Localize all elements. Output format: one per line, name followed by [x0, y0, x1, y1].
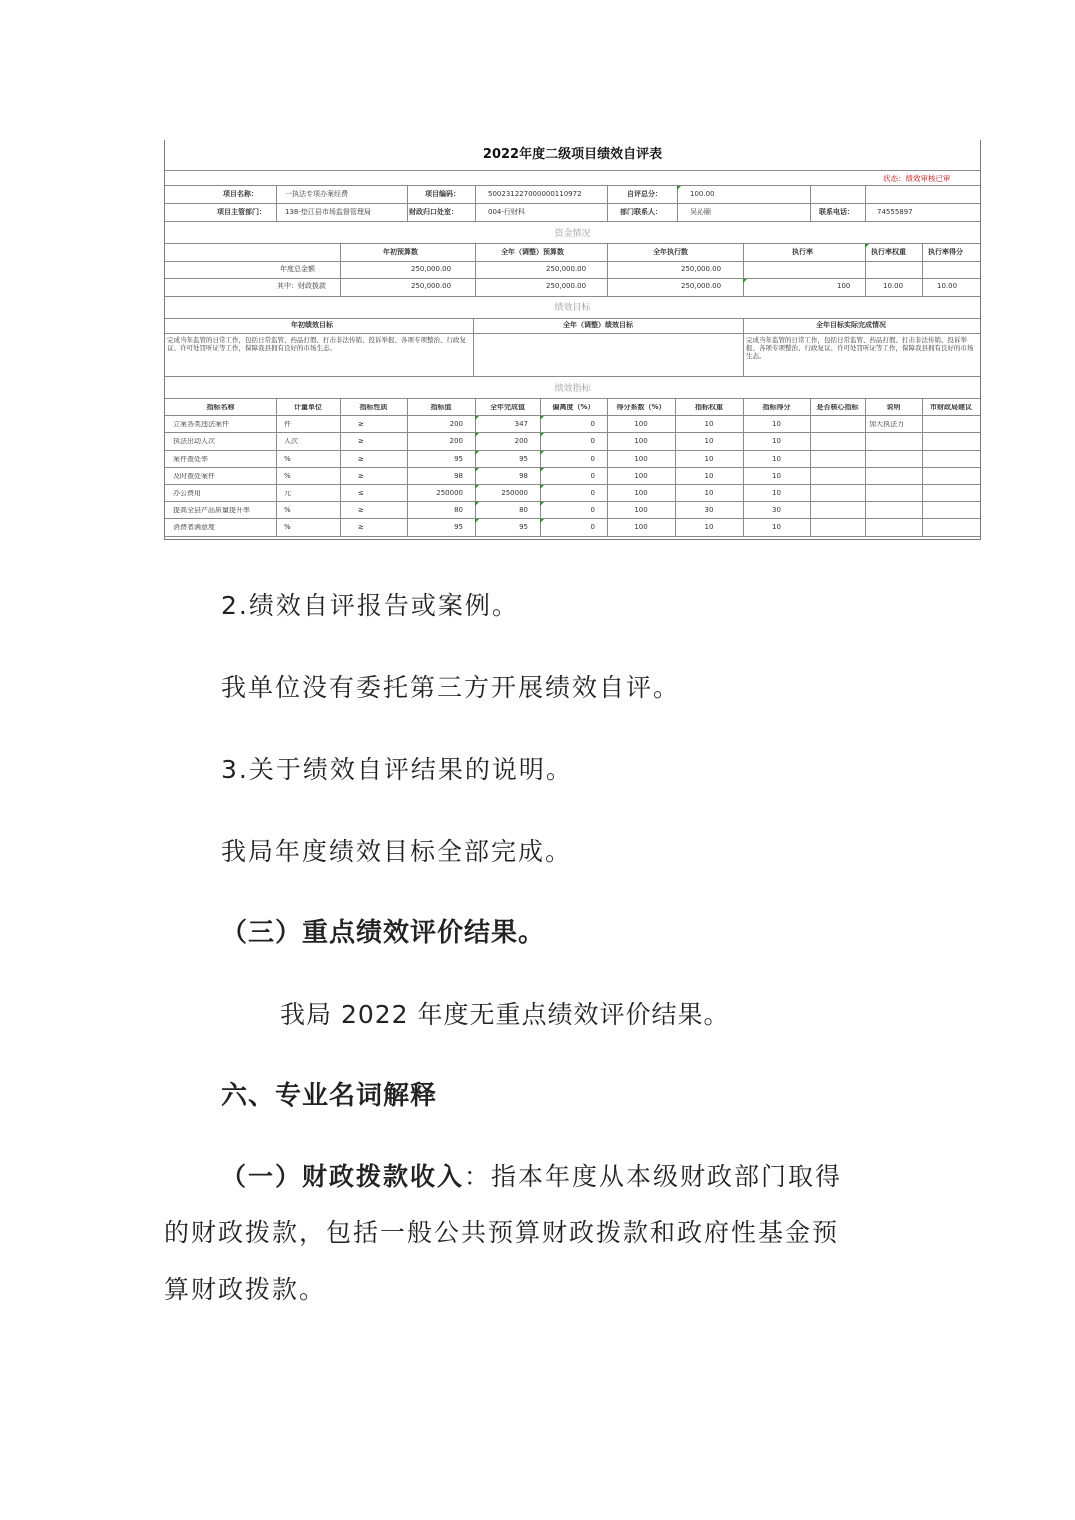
indicator-cell: 0 [590, 524, 595, 532]
funds-cell: 100 [837, 282, 851, 290]
indicator-name: 及时查处案件 [173, 472, 215, 480]
indicator-name: 办公费用 [173, 490, 201, 497]
indicator-header: 说明 [886, 404, 901, 411]
indicator-cell: 10 [704, 490, 714, 497]
indicator-header: 是否核心指标 [816, 404, 859, 411]
indicator-cell: 0 [590, 490, 595, 497]
indicator-header: 指标名称 [206, 404, 235, 411]
funds-cell: 250,000.00 [411, 282, 452, 290]
indicator-header: 指标权重 [695, 404, 723, 411]
funds-header-rate: 执行率 [792, 248, 813, 256]
cell-marker-icon [865, 244, 869, 248]
cell-marker-icon [475, 502, 479, 506]
glossary-line-3: 算财政拨款。 [164, 1275, 327, 1304]
glossary-line-2: 的财政拨款，包括一般公共预算财政拨款和政府性基金预 [164, 1218, 840, 1247]
funds-section-title: 资金情况 [554, 229, 591, 239]
indicator-name: 案件查处率 [173, 455, 208, 463]
dept-label: 项目主管部门： [217, 208, 266, 216]
indicator-header: 指标性质 [359, 404, 388, 411]
funds-header-initial: 年初预算数 [383, 248, 418, 256]
indicator-cell: % [284, 472, 291, 480]
indicator-cell: 100 [634, 490, 648, 497]
indicator-cell: 10 [704, 472, 714, 480]
finance-label: 财政归口处室： [409, 208, 458, 216]
indicator-cell: 250000 [501, 490, 528, 497]
indicator-header: 计量单位 [294, 404, 322, 411]
indicator-cell: % [284, 507, 291, 515]
indicator-cell: 0 [590, 472, 595, 480]
indicator-header: 市财政局建议 [930, 404, 972, 411]
funds-header-weight: 执行率权重 [871, 248, 906, 256]
indicator-cell: 元 [284, 490, 291, 497]
goals-header-actual: 全年目标实际完成情况 [816, 321, 886, 329]
funds-row-label: 年度总金额 [280, 265, 315, 273]
indicator-cell: 95 [454, 524, 463, 532]
indicator-cell: 98 [454, 472, 463, 480]
funds-header-executed: 全年执行数 [653, 248, 688, 256]
contact-value: 吴沁颐 [690, 208, 711, 216]
indicator-cell: 10 [772, 490, 781, 497]
indicator-cell: 件 [284, 421, 291, 429]
section-heading-glossary: 六、专业名词解释 [221, 1081, 438, 1111]
indicator-cell: ≤ [358, 490, 364, 497]
indicator-cell: 250000 [436, 490, 463, 497]
cell-marker-icon [540, 502, 544, 506]
indicator-cell: 80 [454, 507, 463, 515]
funds-row-label: 其中：财政拨款 [277, 282, 326, 290]
indicator-header: 指标值 [430, 404, 452, 411]
funds-cell: 250,000.00 [411, 265, 452, 273]
indicator-cell: 10 [704, 455, 714, 463]
cell-marker-icon [475, 485, 479, 489]
indicator-header: 得分系数（%） [616, 404, 666, 411]
indicator-cell: 0 [590, 507, 595, 515]
indicator-cell: 100 [634, 524, 648, 532]
dept-value: 138-垫江县市场监督管理局 [285, 208, 371, 216]
section-heading-key-evaluation: （三）重点绩效评价结果。 [221, 918, 546, 948]
indicator-cell: 10 [704, 421, 714, 429]
goals-initial-text: 完成当年监管的日常工作，包括日常监管、药品打假、打击非法传销、投诉举报、各项专项整治、行政复议、许可处罚听证等工作，保障我县拥有良好的市场生态。 [167, 336, 466, 352]
phone-value: 74555897 [877, 208, 913, 216]
cell-marker-icon [475, 433, 479, 437]
indicator-cell: 100 [634, 472, 648, 480]
indicator-name: 提高全县产品质量提升率 [173, 507, 250, 515]
cell-marker-icon [475, 416, 479, 420]
indicator-header: 指标得分 [762, 404, 791, 411]
indicator-cell: 人次 [284, 438, 298, 446]
funds-cell: 250,000.00 [546, 265, 587, 273]
score-value: 100.00 [690, 190, 715, 198]
indicator-cell: 200 [514, 438, 528, 446]
paragraph-result-heading: 3.关于绩效自评结果的说明。 [221, 755, 573, 784]
indicator-cell: ≥ [358, 524, 364, 532]
funds-header-score: 执行率得分 [928, 248, 963, 256]
funds-cell: 250,000.00 [681, 265, 722, 273]
indicator-cell: 95 [519, 455, 528, 463]
cell-marker-icon [540, 416, 544, 420]
indicator-cell: 10 [772, 455, 781, 463]
indicator-cell: 200 [449, 421, 463, 429]
indicator-cell: 10 [772, 472, 781, 480]
project-code-label: 项目编码： [425, 190, 460, 198]
funds-cell: 10.00 [937, 282, 958, 290]
cell-marker-icon [540, 433, 544, 437]
indicator-cell: ≥ [358, 455, 364, 463]
indicator-cell: 100 [634, 455, 648, 463]
indicator-cell: ≥ [358, 507, 364, 515]
form-title: 2022年度二级项目绩效自评表 [482, 147, 663, 162]
paragraph-report-heading: 2.绩效自评报告或案例。 [221, 591, 519, 620]
cell-marker-icon [540, 468, 544, 472]
funds-header-adjusted: 全年（调整）预算数 [501, 248, 564, 256]
goals-actual-text: 完成当年监管的日常工作，包括日常监管、药品打假、打击非法传销、投诉举报、各项专项整治、行政复议、许可处罚听证等工作，保障我县拥有良好的市场生态。 [746, 336, 974, 360]
indicator-header: 偏离度（%） [552, 404, 595, 411]
indicator-cell: 100 [634, 421, 648, 429]
cell-marker-icon [540, 485, 544, 489]
paragraph-goals-complete: 我局年度绩效目标全部完成。 [221, 837, 573, 866]
cell-marker-icon [475, 468, 479, 472]
paragraph-no-third-party: 我单位没有委托第三方开展绩效自评。 [221, 673, 681, 702]
indicator-cell: % [284, 524, 291, 532]
indicator-cell: 10 [772, 421, 781, 429]
funds-cell: 250,000.00 [681, 282, 722, 290]
indicator-cell: 95 [454, 455, 463, 463]
cell-marker-icon [475, 519, 479, 523]
project-name: 一执法专项办案经费 [285, 190, 348, 198]
indicator-cell: 98 [519, 472, 528, 480]
indicator-cell: 0 [590, 438, 595, 446]
glossary-term: （一）财政拨款收入 [221, 1162, 465, 1191]
glossary-line-1 [221, 1164, 842, 1189]
cell-marker-icon [475, 451, 479, 455]
cell-marker-icon [540, 519, 544, 523]
indicator-cell: 30 [704, 507, 714, 515]
indicator-cell: % [284, 455, 291, 463]
indicator-cell: 10 [772, 524, 781, 532]
score-label: 自评总分： [627, 190, 662, 198]
indicator-name: 消费者满意度 [173, 524, 215, 532]
indicator-name: 立案各类违法案件 [173, 421, 229, 429]
status-badge: 状态：绩效审核已审 [883, 174, 951, 183]
finance-value: 004-行财科 [488, 208, 525, 216]
indicator-cell: 347 [514, 421, 528, 429]
indicator-cell: 0 [590, 421, 595, 429]
performance-self-evaluation-form [164, 140, 981, 540]
goals-header-adjusted: 全年（调整）绩效目标 [563, 321, 633, 329]
funds-cell: 10.00 [883, 282, 904, 290]
phone-label: 联系电话： [819, 208, 854, 216]
indicator-header: 全年完成值 [490, 404, 525, 411]
indicator-cell: 0 [590, 455, 595, 463]
indicator-cell: 100 [634, 438, 648, 446]
funds-cell: 250,000.00 [546, 282, 587, 290]
paragraph-no-key-evaluation: 我局 2022 年度无重点绩效评价结果。 [280, 1000, 730, 1029]
project-code: 500231227000000110972 [488, 190, 582, 198]
indicator-cell: 95 [519, 524, 528, 532]
glossary-definition-start: ：指本年度从本级财政部门取得 [464, 1162, 843, 1191]
indicator-cell: ≥ [358, 472, 364, 480]
contact-label: 部门联系人： [620, 208, 662, 216]
indicator-cell: 10 [704, 438, 714, 446]
indicators-section-title: 绩效指标 [554, 384, 591, 394]
indicator-cell: 30 [772, 507, 781, 515]
project-name-label: 项目名称： [223, 190, 258, 198]
goals-section-title: 绩效目标 [554, 303, 591, 313]
goals-header-initial: 年初绩效目标 [291, 321, 333, 329]
indicator-name: 执法出动人次 [173, 438, 215, 446]
indicator-cell: 10 [704, 524, 714, 532]
indicator-cell: 加大执法力 [869, 421, 904, 429]
cell-marker-icon [540, 451, 544, 455]
indicator-cell: 80 [519, 507, 528, 515]
indicator-cell: ≥ [358, 438, 364, 446]
indicator-cell: 10 [772, 438, 781, 446]
indicator-cell: ≥ [358, 421, 364, 429]
indicator-cell: 100 [634, 507, 648, 515]
indicator-cell: 200 [449, 438, 463, 446]
